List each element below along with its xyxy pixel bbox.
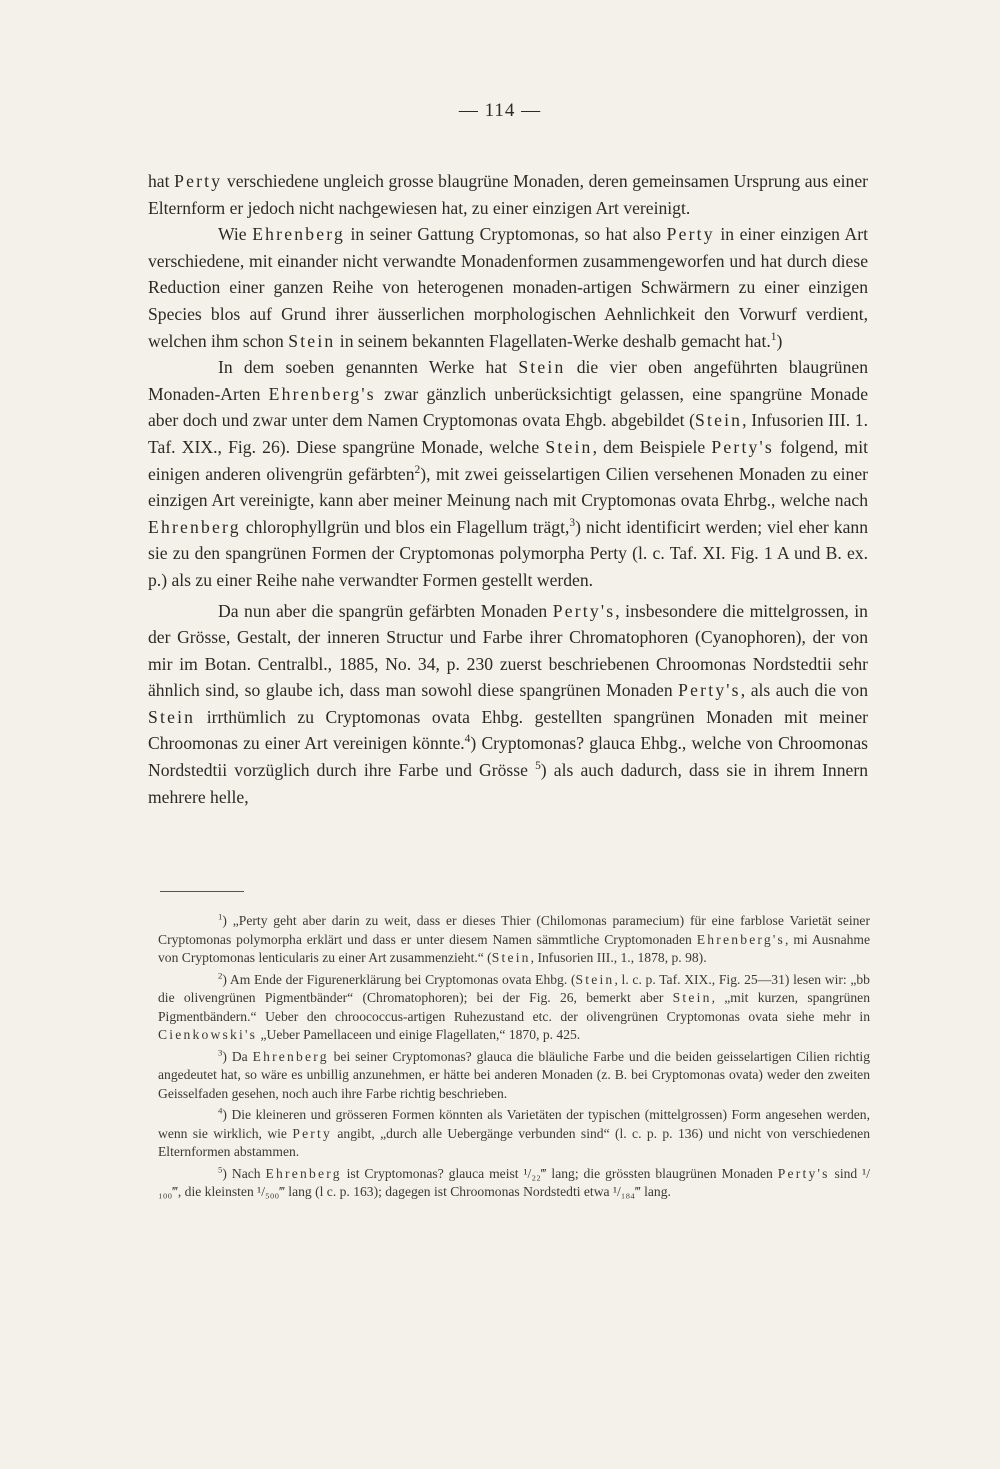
spaced-name: Perty's [777,1165,830,1181]
footnote: $^1$) „Perty geht aber darin zu weit, dass er dieses Thier (Chilomonas paramecium) für eine farblose Varietät seiner Cryptomonas polymorpha erklärt und dass er unter diesem Namen sämmtliche Cryptomonaden Ehrenberg's, mi Ausnahme von Cryptomonas lenticularis zu einer Art zusammenzieht.“ (Stein, Infusorien III., 1., 1878, p. 98). [158,911,871,965]
footnote: $^4$) Die kleineren und grösseren Formen könnten als Varietäten der typischen (mittelgrossen) Form angesehen werden, wenn sie wirklich, wie Perty angibt, „durch alle Uebergänge verbunden sind“ (l. c. p. p. 136) und nicht von verschiedenen Elternformen abstammen. [158,1105,870,1159]
spaced-name: Cienkowski's [158,1027,258,1042]
footnote-ref: 4 [218,1105,223,1116]
paragraph: Da nun aber die spangrün gefärbten Monaden Perty's, insbesondere die mittelgrossen, in der Grösse, Gestalt, der inneren Structur und Farbe ihrer Chromatophoren (Cyanophoren), der von mir im Botan. Centralbl., 1885, No. 34, p. 230 zuerst beschriebenen Chroomonas Nordstedtii sehr ähnlich sind, so glaube ich, dass man sowohl diese spangrünen Monaden Perty's, als auch die von Stein irrthümlich zu Cryptomonas ovata Ehbg. gestellten spangrünen Monaden mit meiner Chroomonas zu einer Art vereinigen könnte.$^4$) Cryptomonas? glauca Ehbg., welche von Chroomonas Nordstedtii vorzüglich durch ihre Farbe und Grösse $^5$) als auch dadurch, dass sie in ihrem Innern mehrere helle, [148,600,868,807]
spaced-name: Stein [288,330,336,351]
spaced-name: Perty [174,171,223,191]
spaced-name: Ehrenberg [265,1165,342,1181]
footnote: $^5$) Nach Ehrenberg ist Cryptomonas? glauca meist ¹/₂₂‴ lang; die grössten blaugrünen Monaden Perty's sind ¹/₁₀₀‴, die kleinsten ¹/₅₀₀‴ lang (l c. p. 163); dagegen ist Chroomonas Nordstedti etwa ¹/₁₈₄‴ lang. [158,1163,870,1199]
footnote-ref: 5 [218,1163,223,1174]
spaced-name: Perty's [552,600,616,621]
spaced-name: Stein [672,990,712,1005]
footnote-ref: 5 [535,760,541,773]
footnote-ref: 2 [414,463,421,476]
footnote-ref: 2 [218,969,223,980]
spaced-name: Stein [575,971,615,987]
spaced-name: Perty's [678,680,741,701]
page-number: — 114 — [458,100,542,121]
spaced-name: Ehrenberg [148,516,241,537]
spaced-name: Perty [292,1125,333,1141]
footnotes [158,912,870,1205]
footnote: $^2$) Am Ende der Figurenerklärung bei Cryptomonas ovata Ehbg. (Stein, l. c. p. Taf. XIX., Fig. 25—31) lesen wir: „bb die olivengrünen Pigmentbänder“ (Chromatophoren); bei der Fig. 26, bemerkt aber Stein, „mit kurzen, spangrünen Pigmentbändern.“ Ueber den chroococcus-artigen Ruhezustand etc. der olivengrünen Cryptomonas ovata siehe mehr in Cienkowski's „Ueber Pamellaceen und einige Flagellaten,“ 1870, p. 425. [158,969,871,1042]
paragraph: hat Perty verschiedene ungleich grosse blaugrüne Monaden, deren gemeinsamen Ursprung aus einer Elternform er jedoch nicht nachgewiesen hat, zu einer einzigen Art vereinigt. [148,171,868,218]
spaced-name: Ehrenberg [252,1048,329,1064]
spaced-name: Ehrenberg [252,224,345,245]
spaced-name: Ehrenberg's [696,931,786,947]
spaced-name: Stein [148,706,196,727]
spaced-name: Stein [545,436,593,457]
paragraph: In dem soeben genannten Werke hat Stein die vier oben angeführten blaugrünen Monaden-Arten Ehrenberg's zwar gänzlich unberücksichtigt gelassen, eine spangrüne Monade aber doch und zwar unter dem Namen Cryptomonas ovata Ehgb. abgebildet (Stein, Infusorien III. 1. Taf. XIX., Fig. 26). Diese spangrüne Monade, welche Stein, dem Beispiele Perty's folgend, mit einigen anderen olivengrün gefärbten$^2$), mit zwei geisselartigen Cilien versehenen Monaden zu einer einzigen Art vereinigte, kann aber meiner Meinung nach mit Cryptomonas ovata Ehrbg., welche nach Ehrenberg chlorophyllgrün und blos ein Flagellum trägt,$^3$) nicht identificirt werden; viel eher kann sie zu den spangrünen Formen der Cryptomonas polymorpha Perty (l. c. Taf. XI. Fig. 1 A und B. ex. p.) als zu einer Reihe nahe verwandter Formen gestellt werden. [148,357,869,590]
spaced-name: Stein [695,410,743,431]
spaced-name: Perty's [711,436,774,457]
footnote-ref: 3 [569,516,576,529]
footnote-ref: 3 [218,1046,223,1057]
footnote-separator [160,891,244,892]
footnote: $^3$) Da Ehrenberg bei seiner Cryptomonas? glauca die bläuliche Farbe und die beiden geisselartigen Cilien richtig angedeutet hat, so wäre es unbillig anzunehmen, er hätte bei anderen Monaden (z. B. bei Cryptomonas ovata) weder den zweiten Geisselfaden gesehen, noch auch ihre Farbe richtig beschrieben. [158,1046,870,1101]
spaced-name: Stein [518,357,566,378]
spaced-name: Stein [491,950,531,965]
footnote-ref: 1 [770,330,777,343]
footnote-ref: 4 [464,733,471,746]
spaced-name: Ehrenberg's [268,383,376,404]
spaced-name: Perty [666,224,715,245]
footnote-ref: 1 [218,911,223,922]
paragraph: Wie Ehrenberg in seiner Gattung Cryptomonas, so hat also Perty in einer einzigen Art verschiedene, mit einander nicht verwandte Monadenformen zusammengeworfen und hat durch diese Reduction einer ganzen Reihe von heterogenen monaden-artigen Schwärmern zu einer einzigen Species blos auf Grund ihrer äusserlichen morphologischen Aehnlichkeit den Vorwurf verdient, welchen ihm schon Stein in seinem bekannten Flagellaten-Werke deshalb gemacht hat.$^1$) [148,224,868,351]
main-text [148,168,868,810]
